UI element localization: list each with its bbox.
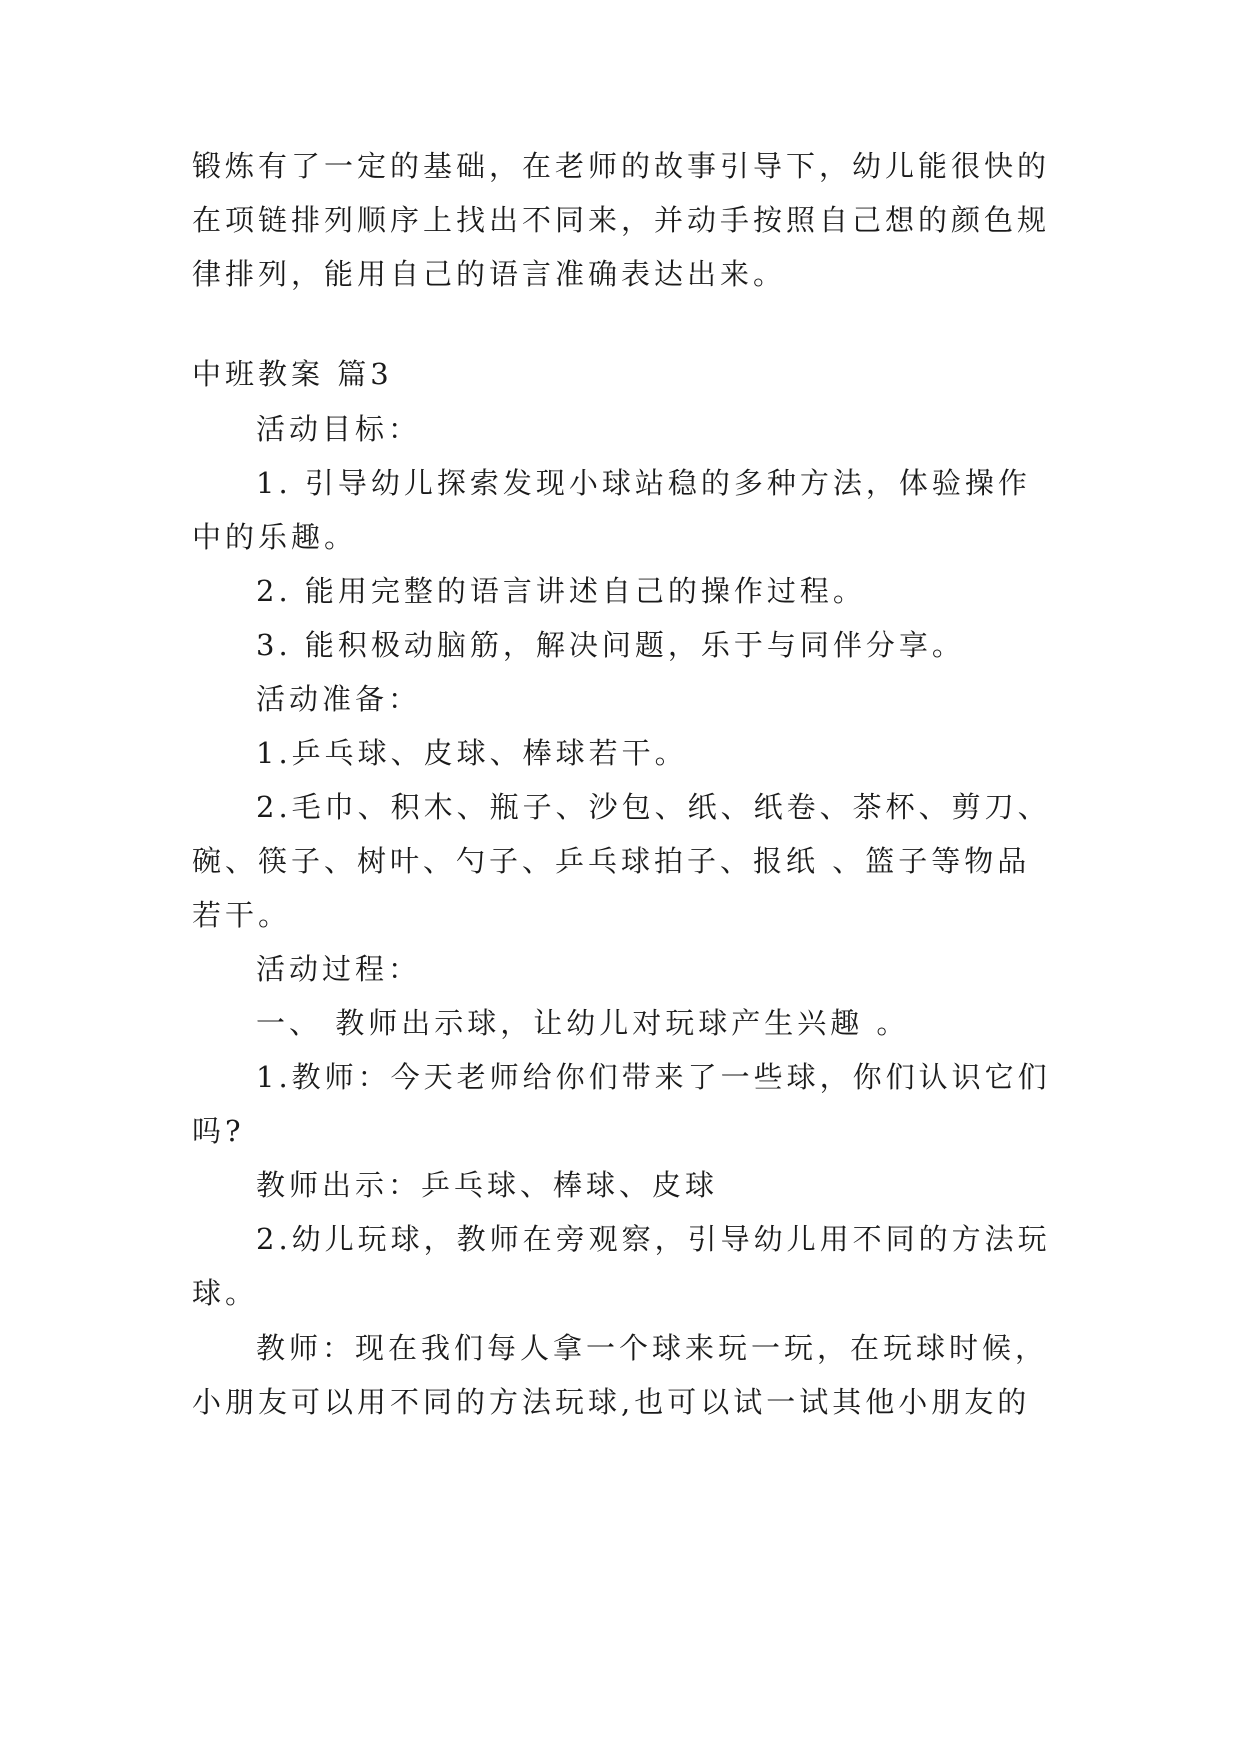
intro-line-1: 锻炼有了一定的基础，在老师的故事引导下，幼儿能很快的 bbox=[192, 149, 1051, 183]
process-heading: 活动过程： bbox=[256, 952, 422, 986]
goal-2: 2. 能用完整的语言讲述自己的操作过程。 bbox=[256, 574, 866, 608]
step-1-item-1-line-1: 1.教师：今天老师给你们带来了一些球，你们认识它们 bbox=[256, 1060, 1051, 1094]
intro-line-3: 律排列，能用自己的语言准确表达出来。 bbox=[192, 257, 787, 291]
goals-heading: 活动目标： bbox=[256, 412, 422, 446]
step-1-item-2-line-2: 球。 bbox=[192, 1276, 259, 1310]
goal-1-line-1: 1. 引导幼儿探索发现小球站稳的多种方法，体验操作 bbox=[256, 466, 1031, 500]
prep-item-2-line-1: 2.毛巾、积木、瓶子、沙包、纸、纸卷、茶杯、剪刀、 bbox=[256, 790, 1051, 824]
teacher-shows: 教师出示：乒乓球、棒球、皮球 bbox=[256, 1168, 719, 1202]
step-1-item-1-line-2: 吗? bbox=[192, 1114, 245, 1148]
prep-heading: 活动准备： bbox=[256, 682, 422, 716]
section-title: 中班教案 篇3 bbox=[192, 357, 393, 391]
step-1-item-2-line-1: 2.幼儿玩球，教师在旁观察，引导幼儿用不同的方法玩 bbox=[256, 1222, 1051, 1256]
teacher-speech-line-1: 教师：现在我们每人拿一个球来玩一玩，在玩球时候， bbox=[256, 1331, 1049, 1365]
step-1-heading: 一、 教师出示球，让幼儿对玩球产生兴趣 。 bbox=[256, 1006, 910, 1040]
goal-1-line-2: 中的乐趣。 bbox=[192, 520, 358, 554]
intro-line-2: 在项链排列顺序上找出不同来，并动手按照自己想的颜色规 bbox=[192, 203, 1051, 237]
teacher-speech-line-2: 小朋友可以用不同的方法玩球,也可以试一试其他小朋友的 bbox=[192, 1385, 1031, 1419]
goal-3: 3. 能积极动脑筋，解决问题，乐于与同伴分享。 bbox=[256, 628, 965, 662]
prep-item-2-line-3: 若干。 bbox=[192, 898, 292, 932]
prep-item-1: 1.乒乓球、皮球、棒球若干。 bbox=[256, 736, 688, 770]
prep-item-2-line-2: 碗、筷子、树叶、勺子、乒乓球拍子、报纸 、篮子等物品 bbox=[192, 844, 1031, 878]
